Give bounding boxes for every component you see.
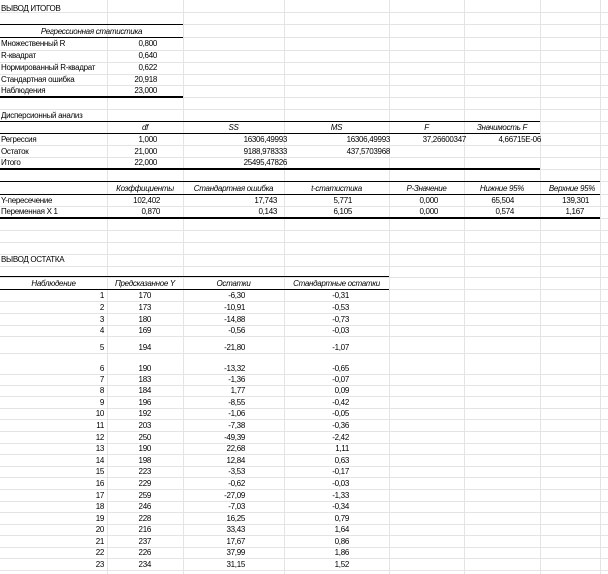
- standard-residual[interactable]: -0,36: [332, 421, 349, 430]
- anova-title[interactable]: Дисперсионный анализ: [1, 111, 83, 120]
- predicted-y[interactable]: 190: [138, 444, 151, 453]
- standard-residual[interactable]: -0,17: [332, 467, 349, 476]
- observation-number[interactable]: 3: [99, 315, 104, 324]
- standard-residual[interactable]: 1,64: [334, 525, 349, 534]
- residual-value[interactable]: 33,43: [226, 525, 245, 534]
- predicted-y[interactable]: 196: [138, 398, 151, 407]
- residual-value[interactable]: -7,03: [228, 502, 245, 511]
- observation-number[interactable]: 15: [95, 467, 104, 476]
- table-border: [0, 168, 540, 170]
- standard-residual[interactable]: 1,11: [335, 444, 349, 453]
- predicted-y[interactable]: 229: [138, 479, 151, 488]
- residual-value[interactable]: 12,84: [226, 456, 245, 465]
- gridline: [540, 0, 541, 574]
- predicted-y[interactable]: 226: [138, 548, 151, 557]
- anova-row-label[interactable]: Регрессия: [1, 135, 37, 144]
- predicted-y[interactable]: 169: [138, 326, 151, 335]
- observation-number[interactable]: 16: [95, 479, 104, 488]
- observation-number[interactable]: 18: [95, 502, 104, 511]
- gridline: [464, 0, 465, 574]
- predicted-y[interactable]: 180: [138, 315, 151, 324]
- residual-value[interactable]: -13,32: [224, 364, 245, 373]
- predicted-y[interactable]: 198: [138, 456, 151, 465]
- predicted-y[interactable]: 190: [138, 364, 151, 373]
- stat-label[interactable]: Наблюдения: [1, 86, 46, 95]
- anova-ms[interactable]: 16306,49993: [346, 135, 390, 144]
- standard-residual[interactable]: -2,42: [332, 433, 349, 442]
- anova-df[interactable]: 21,000: [134, 147, 157, 156]
- residual-value[interactable]: -14,88: [224, 315, 245, 324]
- anova-ms[interactable]: 437,5703968: [346, 147, 390, 156]
- observation-number[interactable]: 7: [99, 375, 104, 384]
- standard-residual[interactable]: 1,52: [334, 560, 349, 569]
- anova-f[interactable]: 37,26600347: [422, 135, 466, 144]
- gridline: [389, 0, 390, 574]
- residual-value[interactable]: -6,30: [228, 291, 245, 300]
- coef-value[interactable]: 0,574: [495, 207, 514, 216]
- standard-residual[interactable]: 0,09: [334, 386, 349, 395]
- observation-number[interactable]: 12: [95, 433, 104, 442]
- standard-residual[interactable]: 0,63: [334, 456, 349, 465]
- table-border: [0, 276, 389, 277]
- standard-residual[interactable]: -0,03: [332, 326, 349, 335]
- gridline: [0, 266, 608, 267]
- coef-header[interactable]: P-Значение: [406, 184, 447, 193]
- predicted-y[interactable]: 183: [138, 375, 151, 384]
- standard-residual[interactable]: -0,73: [332, 315, 349, 324]
- residuals-header[interactable]: Предсказанное Y: [115, 279, 175, 288]
- gridline: [0, 336, 608, 337]
- residual-value[interactable]: -7,38: [228, 421, 245, 430]
- anova-header[interactable]: MS: [330, 123, 343, 132]
- coef-header[interactable]: Стандартная ошибка: [193, 184, 274, 193]
- table-border: [0, 217, 600, 219]
- predicted-y[interactable]: 203: [138, 421, 151, 430]
- coef-value[interactable]: 5,771: [333, 196, 352, 205]
- residual-value[interactable]: 1,77: [230, 386, 245, 395]
- stat-value[interactable]: 0,640: [138, 51, 157, 60]
- predicted-y[interactable]: 237: [138, 537, 151, 546]
- coef-header[interactable]: Верхние 95%: [548, 184, 596, 193]
- coef-row-label[interactable]: Переменная X 1: [1, 207, 58, 216]
- stat-value[interactable]: 0,800: [138, 39, 157, 48]
- anova-header[interactable]: SS: [228, 123, 239, 132]
- observation-number[interactable]: 13: [95, 444, 104, 453]
- standard-residual[interactable]: -0,65: [332, 364, 349, 373]
- residual-value[interactable]: -49,39: [224, 433, 245, 442]
- regression-stats-header[interactable]: Регрессионная статистика: [40, 27, 143, 36]
- residual-value[interactable]: 22,68: [226, 444, 245, 453]
- observation-number[interactable]: 9: [99, 398, 104, 407]
- coef-value[interactable]: 139,301: [562, 196, 589, 205]
- table-border: [0, 96, 183, 98]
- predicted-y[interactable]: 184: [138, 386, 151, 395]
- anova-header[interactable]: df: [141, 123, 149, 132]
- anova-row-label[interactable]: Остаток: [1, 147, 29, 156]
- predicted-y[interactable]: 194: [138, 343, 151, 352]
- residual-value[interactable]: -3,53: [228, 467, 245, 476]
- observation-number[interactable]: 17: [95, 491, 104, 500]
- coef-value[interactable]: 65,504: [491, 196, 514, 205]
- residuals-header[interactable]: Наблюдение: [31, 279, 76, 288]
- standard-residual[interactable]: -0,05: [332, 409, 349, 418]
- standard-residual[interactable]: 0,86: [334, 537, 349, 546]
- observation-number[interactable]: 22: [95, 548, 104, 557]
- coef-row-label[interactable]: Y-пересечение: [1, 196, 53, 205]
- anova-ss[interactable]: 25495,47826: [243, 158, 287, 167]
- observation-number[interactable]: 6: [99, 364, 104, 373]
- observation-number[interactable]: 2: [99, 303, 104, 312]
- gridline: [0, 353, 608, 354]
- predicted-y[interactable]: 192: [138, 409, 151, 418]
- anova-row-label[interactable]: Итого: [1, 158, 21, 167]
- coef-value[interactable]: 0,000: [419, 196, 438, 205]
- residual-value[interactable]: 17,67: [226, 537, 245, 546]
- residual-value[interactable]: 16,25: [226, 514, 245, 523]
- anova-ss[interactable]: 9188,978333: [243, 147, 287, 156]
- residual-value[interactable]: 37,99: [226, 548, 245, 557]
- predicted-y[interactable]: 234: [138, 560, 151, 569]
- table-border: [0, 181, 600, 182]
- stat-label[interactable]: Множественный R: [1, 39, 66, 48]
- stat-label[interactable]: Нормированный R-квадрат: [1, 63, 96, 72]
- coef-value[interactable]: 17,743: [254, 196, 277, 205]
- coef-value[interactable]: 0,143: [258, 207, 277, 216]
- stat-label[interactable]: R-квадрат: [1, 51, 36, 60]
- observation-number[interactable]: 8: [99, 386, 104, 395]
- residuals-header[interactable]: Остатки: [216, 279, 251, 288]
- predicted-y[interactable]: 228: [138, 514, 151, 523]
- stat-value[interactable]: 23,000: [134, 86, 157, 95]
- residual-value[interactable]: -21,80: [224, 343, 245, 352]
- residual-value[interactable]: -0,56: [228, 326, 245, 335]
- observation-number[interactable]: 1: [99, 291, 104, 300]
- anova-header[interactable]: F: [424, 123, 429, 132]
- coef-value[interactable]: 102,402: [133, 196, 160, 205]
- standard-residual[interactable]: -0,53: [332, 303, 349, 312]
- coef-value[interactable]: 6,105: [333, 207, 352, 216]
- table-border: [0, 24, 183, 25]
- predicted-y[interactable]: 216: [138, 525, 151, 534]
- standard-residual[interactable]: -0,42: [332, 398, 349, 407]
- observation-number[interactable]: 10: [95, 409, 104, 418]
- coef-value[interactable]: 1,167: [565, 207, 584, 216]
- anova-significance[interactable]: 4,66715E-06: [498, 135, 541, 144]
- predicted-y[interactable]: 173: [138, 303, 151, 312]
- standard-residual[interactable]: -1,33: [332, 491, 349, 500]
- standard-residual[interactable]: -0,07: [332, 375, 349, 384]
- stat-value[interactable]: 0,622: [138, 63, 157, 72]
- standard-residual[interactable]: 0,79: [334, 514, 349, 523]
- residual-value[interactable]: -8,55: [228, 398, 245, 407]
- gridline: [0, 242, 608, 243]
- anova-header[interactable]: Значимость F: [476, 123, 528, 132]
- standard-residual[interactable]: -0,31: [332, 291, 349, 300]
- predicted-y[interactable]: 246: [138, 502, 151, 511]
- residual-value[interactable]: -1,36: [228, 375, 245, 384]
- observation-number[interactable]: 19: [95, 514, 104, 523]
- standard-residual[interactable]: -0,34: [332, 502, 349, 511]
- observation-number[interactable]: 4: [99, 326, 104, 335]
- residual-value[interactable]: -10,91: [224, 303, 245, 312]
- standard-residual[interactable]: -0,03: [332, 479, 349, 488]
- coef-header[interactable]: t-статистика: [311, 184, 362, 193]
- predicted-y[interactable]: 250: [138, 433, 151, 442]
- stat-label[interactable]: Стандартная ошибка: [1, 75, 75, 84]
- coef-value[interactable]: 0,870: [141, 207, 160, 216]
- residual-value[interactable]: -1,06: [228, 409, 245, 418]
- residuals-header[interactable]: Стандартные остатки: [293, 279, 380, 288]
- observation-number[interactable]: 14: [95, 456, 104, 465]
- anova-df[interactable]: 1,000: [138, 135, 157, 144]
- stat-value[interactable]: 20,918: [134, 75, 157, 84]
- gridline: [0, 570, 608, 571]
- residual-value[interactable]: -27,09: [224, 491, 245, 500]
- observation-number[interactable]: 11: [96, 421, 104, 430]
- gridline: [600, 0, 601, 574]
- gridline: [0, 230, 608, 231]
- predicted-y[interactable]: 259: [138, 491, 151, 500]
- observation-number[interactable]: 21: [95, 537, 104, 546]
- anova-df[interactable]: 22,000: [134, 158, 157, 167]
- standard-residual[interactable]: -1,07: [332, 343, 349, 352]
- anova-ss[interactable]: 16306,49993: [243, 135, 287, 144]
- residual-value[interactable]: 31,15: [226, 560, 245, 569]
- residual-value[interactable]: -0,62: [228, 479, 245, 488]
- predicted-y[interactable]: 170: [138, 291, 151, 300]
- observation-number[interactable]: 20: [95, 525, 104, 534]
- predicted-y[interactable]: 223: [138, 467, 151, 476]
- standard-residual[interactable]: 1,86: [334, 548, 349, 557]
- coef-value[interactable]: 0,000: [419, 207, 438, 216]
- coef-header[interactable]: Коэффициенты: [116, 184, 174, 193]
- observation-number[interactable]: 23: [95, 560, 104, 569]
- coef-header[interactable]: Нижние 95%: [479, 184, 525, 193]
- residuals-title[interactable]: ВЫВОД ОСТАТКА: [1, 255, 65, 264]
- summary-title[interactable]: ВЫВОД ИТОГОВ: [1, 4, 61, 13]
- observation-number[interactable]: 5: [99, 343, 104, 352]
